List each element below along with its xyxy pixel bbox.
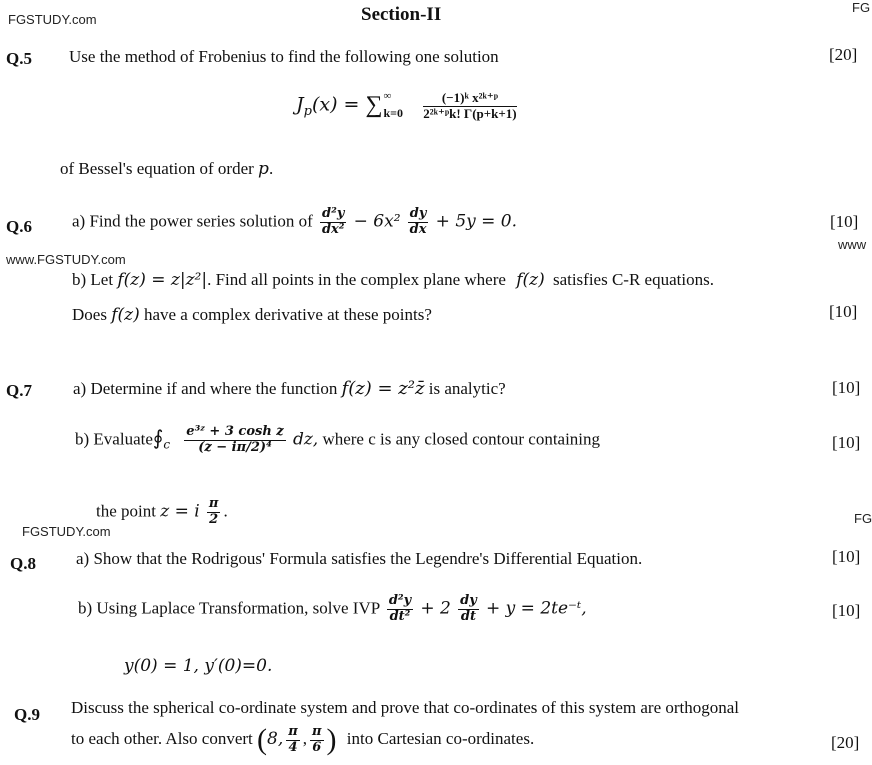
q7-b-marks: [10] (832, 433, 861, 452)
q6-b-text2: satisfies C-R equations. (552, 270, 714, 289)
q7-b-den: (z − iπ/2)⁴ (198, 439, 272, 455)
q9-point-sep: , (302, 728, 308, 748)
q6-b-line2-b: have a complex derivative at these points? (143, 305, 432, 324)
watermark-mid-right: www (838, 237, 867, 252)
q7-number: Q.7 (6, 381, 32, 400)
section-title: Section-II (361, 4, 442, 25)
q7-b-point-num: π (208, 496, 219, 511)
q6-b-prefix: b) Let (72, 270, 114, 289)
q8-b-end: + y = 2te⁻ᵗ, (486, 598, 587, 619)
q7-b-frac (184, 425, 285, 456)
q6-a-frac2-den: dx (409, 221, 427, 237)
q9-point-f1-num: π (288, 723, 298, 739)
sum-icon: ∑ (365, 92, 383, 118)
q7-b-point-end: . (223, 501, 228, 521)
q8-b-frac1-den: dt² (389, 608, 411, 624)
q9-point-f2-num: π (312, 723, 322, 739)
q9-point-f1-den: 4 (288, 739, 298, 755)
q7-b-prefix: b) Evaluate (75, 429, 153, 449)
q6-number: Q.6 (6, 217, 32, 236)
q9-line2-b: into Cartesian co-ordinates. (346, 728, 535, 748)
q9-line2 (71, 723, 534, 757)
q5-tail-text: of Bessel's equation of order (60, 159, 254, 178)
q5-formula-fraction (423, 91, 516, 122)
q5-formula-lhs: J (296, 93, 304, 116)
q5-text: Use the method of Frobenius to find the following one solution (69, 47, 499, 66)
q5-tail-end: . (268, 159, 274, 178)
q9-point-first: 8, (267, 728, 284, 749)
contour-integral-icon: ∮ (152, 427, 164, 450)
q8-b-ic: y(0) = 1, y′(0)=0. (124, 656, 273, 676)
q8-b-prefix: b) Using Laplace Transformation, solve IVP (78, 598, 380, 618)
q8-b-mid: + 2 (420, 598, 451, 619)
q7-b-text: where c is any closed contour containing (322, 429, 601, 449)
q5-tail (60, 159, 273, 179)
q5-number: Q.5 (6, 49, 32, 68)
q6-a-marks: [10] (830, 212, 859, 231)
q6-a-line (72, 207, 517, 238)
q9-point-f2-den: 6 (312, 739, 322, 755)
q9-line1: Discuss the spherical co-ordinate system and prove that co-ordinates of this system are orthogonal (71, 698, 740, 717)
watermark-top-right: FG (852, 0, 871, 15)
q8-b-frac2 (458, 594, 479, 625)
q9-point-open-paren: ( (257, 723, 268, 756)
q6-a-frac2-num: dy (409, 206, 427, 221)
q7-a-end: is analytic? (428, 379, 506, 398)
q8-b-marks: [10] (832, 601, 861, 620)
q7-a-text: a) Determine if and where the function (73, 379, 338, 398)
q8-b-frac2-den: dt (460, 608, 476, 624)
q5-formula-lhs-sub: p (303, 104, 312, 120)
q5-formula (296, 88, 520, 124)
q8-a-text: a) Show that the Rodrigous' Formula satisfies the Legendre's Differential Equation. (76, 549, 643, 568)
q6-a-frac2 (408, 207, 429, 238)
q6-a-frac1 (320, 207, 346, 238)
q9-point-close-paren: ) (326, 723, 337, 756)
q7-b-point-lhs: z = i (160, 501, 200, 522)
q7-a-marks: [10] (832, 378, 861, 397)
q5-tail-var: p (258, 159, 269, 179)
q6-b-text: . Find all points in the complex plane where (207, 270, 506, 289)
q7-b-point-frac (207, 497, 221, 528)
q8-number: Q.8 (10, 554, 36, 573)
q8-b-frac1 (387, 594, 413, 625)
q7-b-line2-text: the point (96, 501, 156, 521)
q9-marks: [20] (831, 733, 860, 752)
q5-sum-block (366, 88, 416, 124)
q6-a-mid: − 6x² (353, 211, 401, 232)
q6-b-line1 (72, 270, 714, 290)
q7-b-integral-sub: c (163, 437, 171, 452)
watermark-mid-left: www.FGSTUDY.com (6, 252, 126, 267)
q5-sum-bottom: k=0 (383, 106, 404, 120)
q5-sum-top: ∞ (383, 90, 392, 102)
watermark-lower-right: FG (854, 511, 872, 526)
q5-formula-lhs-arg: (x) = (311, 93, 366, 116)
q9-line2-a: to each other. Also convert (71, 728, 253, 748)
q6-b-line2-a: Does (72, 305, 107, 324)
q7-b-dz: dz, (292, 429, 319, 450)
q7-b-line2 (96, 497, 228, 528)
q8-b-frac1-num: d²y (388, 593, 412, 608)
q7-b-line (75, 425, 600, 456)
q7-b-point-den: 2 (209, 511, 219, 527)
q9-number: Q.9 (14, 705, 40, 724)
q8-a-marks: [10] (832, 547, 861, 566)
q5-formula-denominator: 2²ᵏ⁺ᵖk! Γ(p+k+1) (423, 105, 517, 121)
q9-point-frac2 (310, 725, 324, 756)
watermark-top-left: FGSTUDY.com (8, 12, 97, 27)
q5-formula-numerator: (−1)ᵏ x²ᵏ⁺ᵖ (423, 91, 516, 107)
q6-a-frac1-den: dx² (321, 221, 345, 237)
q6-b-line2 (72, 305, 432, 325)
q7-a-line (73, 378, 506, 399)
q6-a-end: + 5y = 0. (435, 211, 518, 232)
q6-a-frac1-num: d²y (322, 206, 345, 221)
q8-b-line (78, 594, 587, 625)
watermark-lower-left: FGSTUDY.com (22, 524, 111, 539)
q7-a-func: f(z) = z²z̄ (341, 378, 425, 399)
q6-b-func: f(z) = z|z²| (117, 270, 208, 290)
q6-b-marks: [10] (829, 302, 858, 321)
q5-marks: [20] (829, 45, 858, 64)
q6-a-prefix: a) Find the power series solution of (72, 211, 313, 231)
q6-b-func3: f(z) (111, 305, 140, 325)
q6-b-func2: f(z) (516, 270, 545, 290)
q9-point-frac1 (286, 725, 300, 756)
q8-b-frac2-num: dy (460, 593, 477, 608)
q7-b-num: e³ᶻ + 3 cosh z (186, 424, 284, 439)
